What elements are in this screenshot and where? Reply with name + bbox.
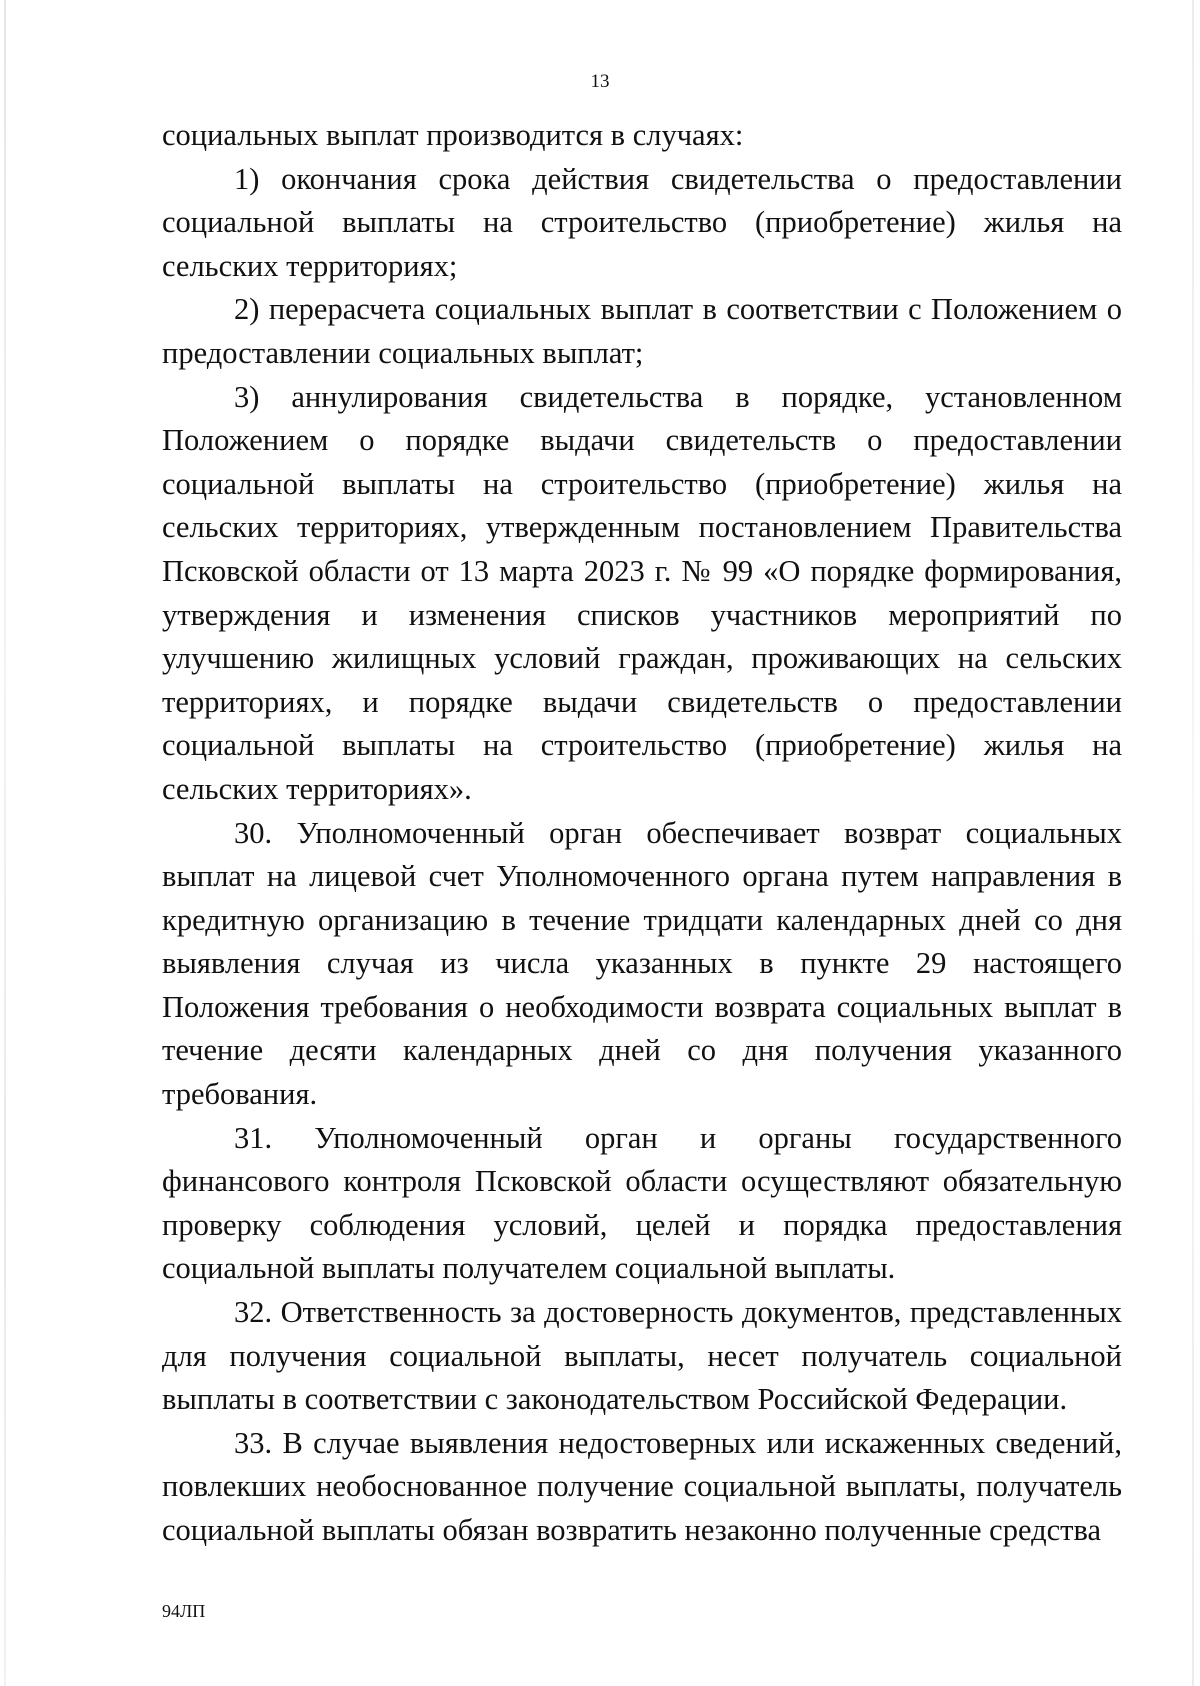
- clause-31: 31. Уполномоченный орган и органы государственного финансового контроля Псковской области осуществляют обязательную проверку соблюдения условий, целей и порядка предоставления социальной выплаты получателем социальной выплаты.: [162, 1120, 1122, 1286]
- page-number: 13: [590, 71, 610, 92]
- document-body: [162, 114, 1122, 1553]
- clause-33: 33. В случае выявления недостоверных или искаженных сведений, повлекших необоснованное получение социальной выплаты, получатель социальной выплаты обязан возвратить незаконно полученные средства: [162, 1425, 1122, 1547]
- clause-30: 30. Уполномоченный орган обеспечивает возврат социальных выплат на лицевой счет Уполномоченного органа путем направления в кредитную организацию в течение тридцати календарных дней со дня выявления случая из числа указанных в пункте 29 настоящего Положения требования о необходимости возврата социальных выплат в течение десяти календарных дней со дня получения указанного требования.: [162, 815, 1122, 1112]
- clause-32: 32. Ответственность за достоверность документов, представленных для получения социальной выплаты, несет получатель социальной выплаты в соответствии с законодательством Российской Федерации.: [162, 1295, 1122, 1417]
- list-item-2: 2) перерасчета социальных выплат в соответствии с Положением о предоставлении социальных выплат;: [162, 292, 1122, 370]
- scan-edge-left: [4, 0, 6, 1686]
- paragraph-continuation: социальных выплат производится в случаях:: [162, 118, 744, 152]
- list-item-1: 1) окончания срока действия свидетельства о предоставлении социальной выплаты на строительство (приобретение) жилья на сельских территориях;: [162, 161, 1122, 283]
- footer-document-code: 94ЛП: [162, 1601, 206, 1621]
- scan-edge-right: [1192, 0, 1194, 1686]
- list-item-3: 3) аннулирования свидетельства в порядке, установленном Положением о порядке выдачи свидетельств о предоставлении социальной выплаты на строительство (приобретение) жилья на сельских территориях, утвержденным постановлением Правительства Псковской области от 13 марта 2023 г. № 99 «О порядке формирования, утверждения и изменения списков участников мероприятий по улучшению жилищных условий граждан, проживающих на сельских территориях, и порядке выдачи свидетельств о предоставлении социальной выплаты на строительство (приобретение) жилья на сельских территориях».: [162, 379, 1122, 806]
